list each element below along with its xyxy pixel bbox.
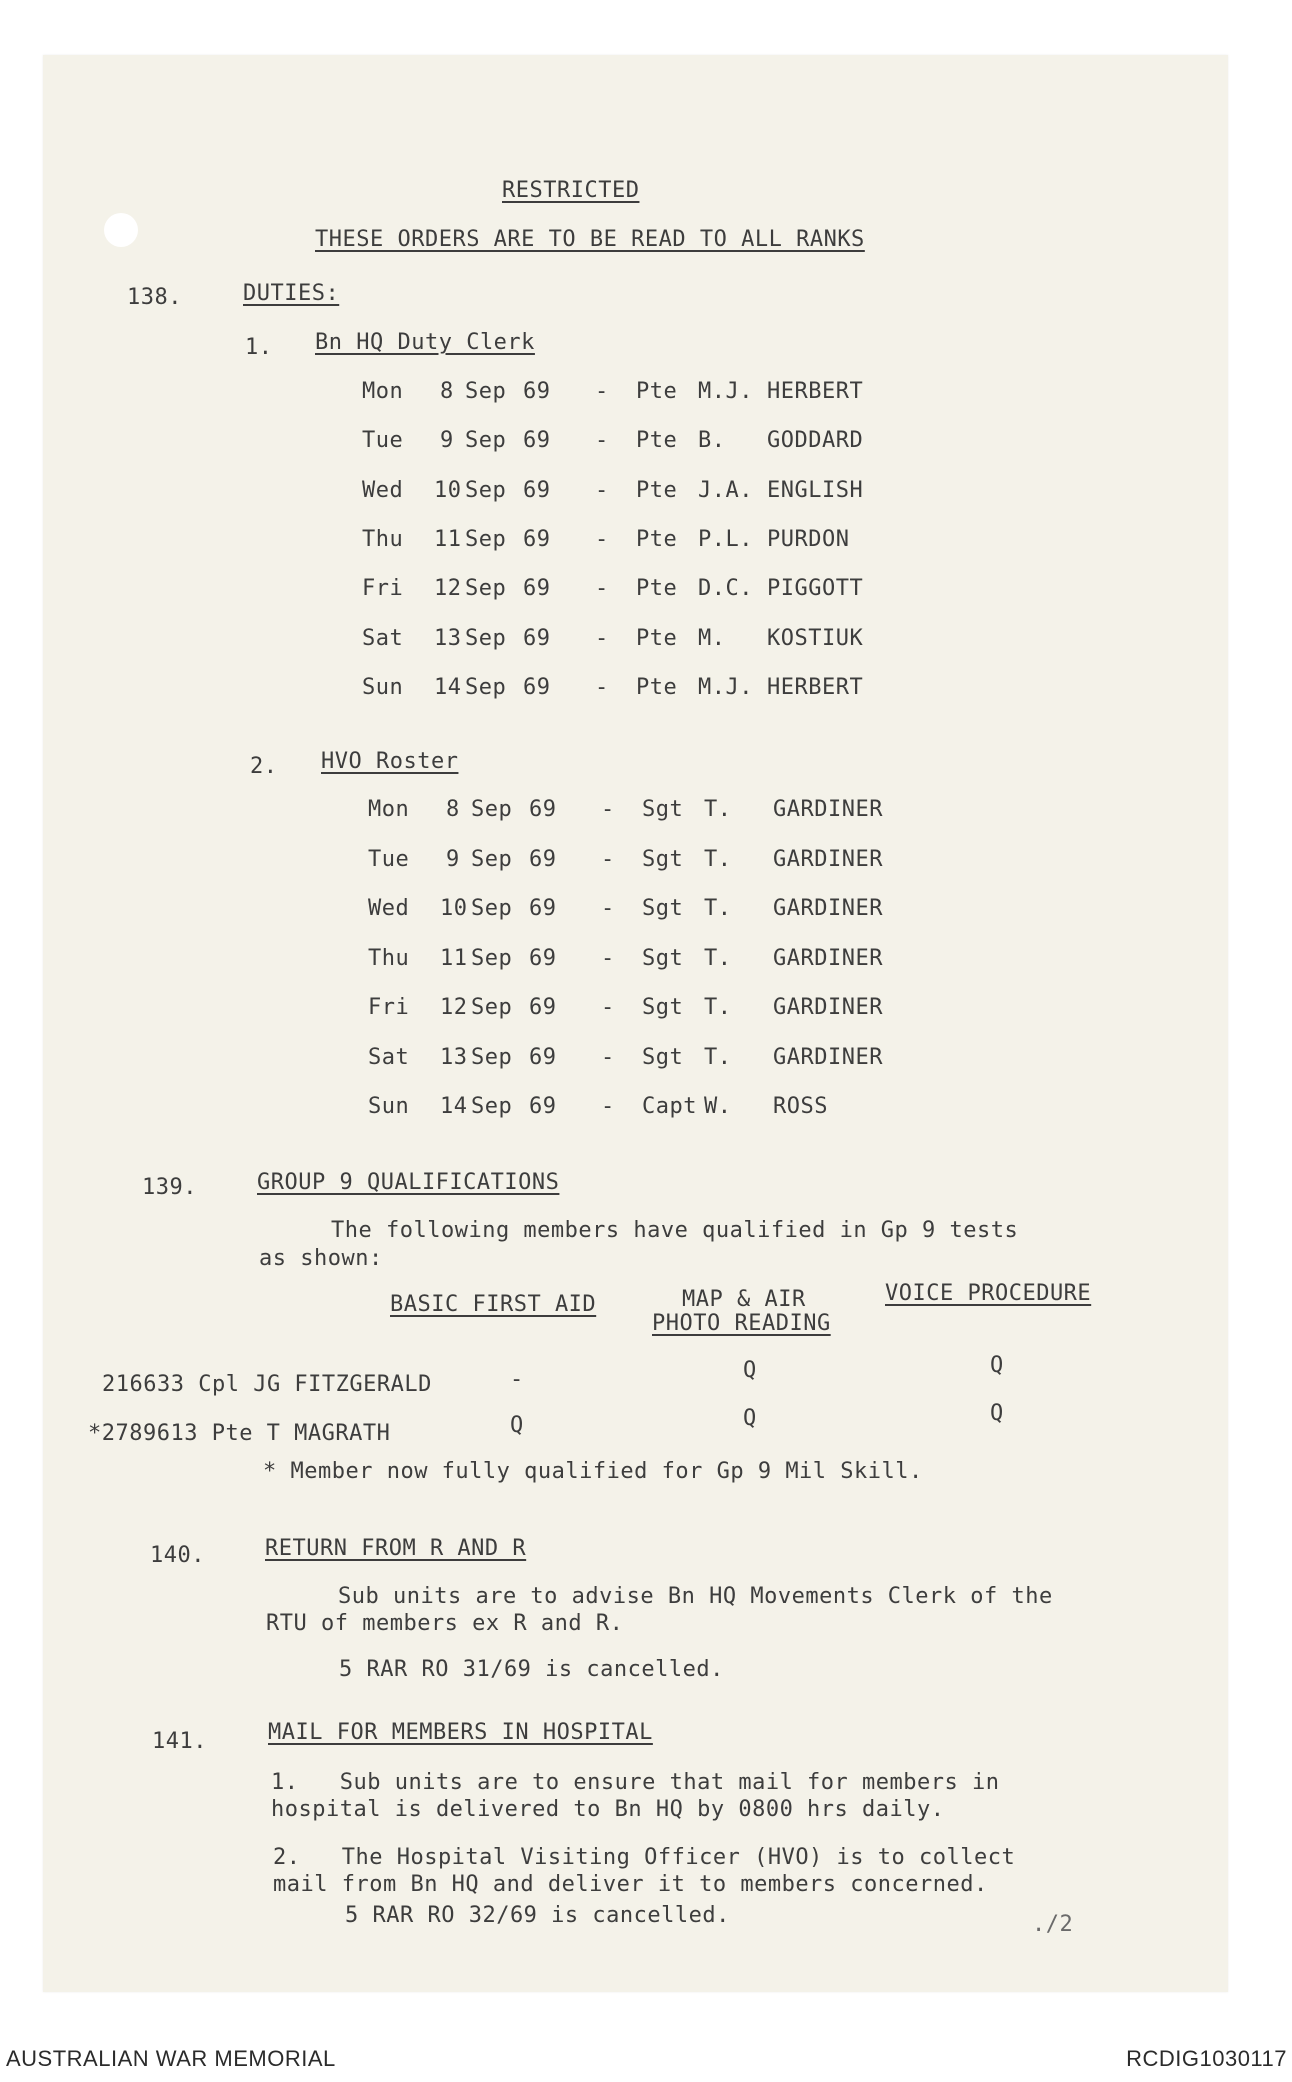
sub1-number: 1. [245,335,273,360]
roster-month: Sep [465,477,507,503]
roster-initials: B. [698,428,726,454]
sec141-p1-line2: hospital is delivered to Bn HQ by 0800 hrs daily. [271,1797,945,1822]
roster-date: 14 [440,1094,468,1119]
classification-heading: RESTRICTED [502,178,640,203]
roster-name: GARDINER [773,945,883,971]
roster-row [368,1045,928,1075]
roster-date: 9 [440,428,454,454]
roster-day: Tue [368,846,410,872]
roster-month: Sep [471,995,513,1020]
roster-year: 69 [523,576,551,602]
member-1-label: 216633 Cpl JG FITZGERALD [102,1372,432,1397]
member-2-label: *2789613 Pte T MAGRATH [88,1421,391,1446]
roster-date: 8 [440,379,454,404]
sec140-line3: 5 RAR RO 31/69 is cancelled. [339,1657,724,1682]
footer-id: RCDIG1030117 [1126,2046,1287,2071]
punch-hole [104,213,138,247]
roster-year: 69 [523,625,551,651]
section-141-number: 141. [152,1729,207,1754]
roster-row [362,626,922,656]
roster-year: 69 [529,1094,557,1119]
roster-year: 69 [529,846,557,872]
roster-name: GODDARD [767,428,864,454]
instruction-heading: THESE ORDERS ARE TO BE READ TO ALL RANKS [315,227,865,252]
sec139-intro-line2: as shown: [259,1246,383,1271]
roster-name: GARDINER [773,797,883,822]
roster-row [368,1094,928,1124]
roster-month: Sep [465,674,507,700]
sec140-line1: Sub units are to advise Bn HQ Movements Clerk of the [338,1584,1053,1609]
roster-month: Sep [465,526,507,552]
roster-initials: W. [704,1094,732,1119]
roster-initials: T. [704,945,732,971]
sec141-p1-line1: 1. Sub units are to ensure that mail for members in [271,1770,1000,1795]
col-voice-procedure: VOICE PROCEDURE [885,1281,1092,1306]
roster-name: KOSTIUK [767,625,864,651]
page-continuation: ./2 [1032,1912,1074,1937]
section-140-title: RETURN FROM R AND R [265,1536,527,1561]
member-2-voice: Q [990,1401,1004,1426]
roster-rank: Capt [642,1094,697,1119]
roster-year: 69 [529,896,557,921]
roster-name: HERBERT [767,379,864,404]
roster-rank: Sgt [642,1044,684,1070]
roster-year: 69 [529,945,557,971]
roster-date: 13 [440,1044,468,1070]
roster-initials: J.A. [698,477,753,503]
roster-dash: - [601,1094,615,1119]
roster-initials: P.L. [698,526,753,552]
roster-day: Sat [362,625,404,651]
roster-dash: - [595,526,609,552]
section-138-title: DUTIES: [243,281,340,306]
sec141-p2-line2: mail from Bn HQ and deliver it to members concerned. [273,1872,988,1897]
roster-name: ROSS [773,1094,828,1119]
roster-row [368,896,928,926]
roster-row [362,675,922,705]
roster-month: Sep [465,428,507,454]
section-140-number: 140. [150,1543,205,1568]
roster-row [362,576,922,606]
roster-day: Wed [368,896,410,921]
roster-month: Sep [471,896,513,921]
roster-row [368,797,928,827]
roster-dash: - [601,797,615,822]
roster-date: 12 [434,576,462,602]
roster-rank: Pte [636,428,678,454]
section-139-title: GROUP 9 QUALIFICATIONS [257,1170,560,1195]
roster-initials: T. [704,896,732,921]
member-2-map: Q [743,1406,757,1431]
sub2-title: HVO Roster [321,749,459,774]
roster-row [368,995,928,1025]
roster-month: Sep [471,945,513,971]
roster-date: 13 [434,625,462,651]
roster-day: Wed [362,477,404,503]
roster-day: Fri [368,995,410,1020]
roster-date: 11 [440,945,468,971]
roster-year: 69 [523,526,551,552]
roster-year: 69 [523,674,551,700]
roster-dash: - [601,945,615,971]
roster-dash: - [595,576,609,602]
roster-rank: Sgt [642,846,684,872]
roster-dash: - [601,995,615,1020]
roster-rank: Pte [636,379,678,404]
roster-name: GARDINER [773,1044,883,1070]
col-map-line2: PHOTO READING [652,1311,831,1336]
section-138-number: 138. [127,285,182,310]
roster-year: 69 [523,477,551,503]
roster-day: Fri [362,576,404,602]
col-map-line1: MAP & AIR [682,1287,806,1312]
section-139-number: 139. [142,1175,197,1200]
member-1-voice: Q [990,1353,1004,1378]
sec141-p2-line1: 2. The Hospital Visiting Officer (HVO) is to collect [273,1845,1016,1870]
sec139-intro-line1: The following members have qualified in Gp 9 tests [331,1218,1019,1243]
roster-year: 69 [529,797,557,822]
roster-row [368,946,928,976]
roster-date: 14 [434,674,462,700]
sec140-line2: RTU of members ex R and R. [266,1611,624,1636]
roster-month: Sep [471,797,513,822]
roster-rank: Pte [636,625,678,651]
roster-dash: - [601,896,615,921]
roster-date: 9 [446,846,460,872]
roster-dash: - [595,477,609,503]
roster-initials: T. [704,1044,732,1070]
roster-row [362,478,922,508]
roster-month: Sep [465,379,507,404]
roster-day: Tue [362,428,404,454]
member-2-first-aid: Q [510,1413,524,1438]
roster-rank: Sgt [642,945,684,971]
roster-initials: M. [698,625,726,651]
roster-rank: Sgt [642,797,684,822]
roster-row [362,428,922,458]
roster-initials: M.J. [698,674,753,700]
footer-source: AUSTRALIAN WAR MEMORIAL [6,2046,336,2071]
roster-dash: - [601,1044,615,1070]
roster-day: Thu [362,526,404,552]
roster-rank: Pte [636,526,678,552]
roster-day: Mon [368,797,410,822]
roster-dash: - [595,625,609,651]
roster-initials: T. [704,995,732,1020]
roster-day: Mon [362,379,404,404]
member-1-map: Q [743,1358,757,1383]
roster-rank: Pte [636,477,678,503]
roster-row [368,847,928,877]
roster-initials: D.C. [698,576,753,602]
roster-rank: Pte [636,576,678,602]
roster-date: 10 [434,477,462,503]
roster-name: GARDINER [773,846,883,872]
roster-date: 12 [440,995,468,1020]
section-141-title: MAIL FOR MEMBERS IN HOSPITAL [268,1720,653,1745]
roster-dash: - [595,428,609,454]
roster-month: Sep [465,625,507,651]
roster-name: GARDINER [773,896,883,921]
roster-row [362,527,922,557]
col-basic-first-aid: BASIC FIRST AID [390,1292,597,1317]
roster-year: 69 [523,428,551,454]
roster-month: Sep [471,1044,513,1070]
roster-initials: T. [704,846,732,872]
roster-date: 11 [434,526,462,552]
roster-month: Sep [471,846,513,872]
roster-row [362,379,922,409]
roster-day: Sun [368,1094,410,1119]
roster-day: Sun [362,674,404,700]
roster-day: Thu [368,945,410,971]
roster-year: 69 [529,995,557,1020]
roster-rank: Pte [636,674,678,700]
roster-dash: - [595,674,609,700]
roster-month: Sep [465,576,507,602]
roster-name: GARDINER [773,995,883,1020]
roster-name: PIGGOTT [767,576,864,602]
roster-date: 10 [440,896,468,921]
roster-name: ENGLISH [767,477,864,503]
sub1-title: Bn HQ Duty Clerk [315,330,535,355]
roster-year: 69 [529,1044,557,1070]
member-1-first-aid: - [510,1367,524,1392]
roster-initials: T. [704,797,732,822]
roster-rank: Sgt [642,896,684,921]
roster-rank: Sgt [642,995,684,1020]
sec141-p2-line3: 5 RAR RO 32/69 is cancelled. [345,1903,730,1928]
roster-date: 8 [446,797,460,822]
roster-day: Sat [368,1044,410,1070]
roster-dash: - [595,379,609,404]
roster-month: Sep [471,1094,513,1119]
roster-name: HERBERT [767,674,864,700]
roster-name: PURDON [767,526,850,552]
sec139-note: * Member now fully qualified for Gp 9 Mil Skill. [263,1459,923,1484]
roster-year: 69 [523,379,551,404]
sub2-number: 2. [250,754,278,779]
roster-dash: - [601,846,615,872]
roster-initials: M.J. [698,379,753,404]
